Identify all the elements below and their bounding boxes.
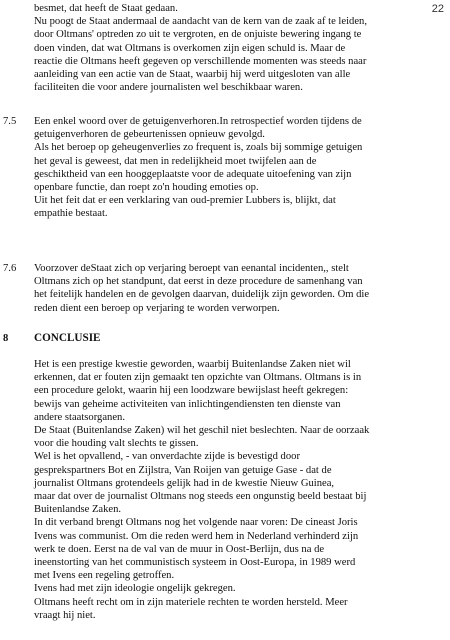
text-line: Nu poogt de Staat andermaal de aandacht van de kern van de zaak af te leiden, [34, 16, 367, 28]
text-line: Ivens had met zijn ideologie ongelijk gekregen. [34, 583, 236, 595]
section-number: 7.6 [3, 263, 17, 274]
text-line: reden dient een beroep op verjaring te worden verworpen. [34, 302, 280, 314]
text-line: journalist Oltmans grotendeels gelijk had in de kwestie Nieuw Guinea, [34, 477, 335, 489]
text-line: met Ivens een regeling getroffen. [34, 570, 175, 582]
text-line: vraagt hij niet. [34, 609, 96, 621]
text-line: aanleiding van een actie van de Staat, waarbij hij werd uitgesloten van alle [34, 69, 351, 81]
section-number: 7.5 [3, 116, 17, 127]
paragraph-body [34, 358, 446, 622]
text-line: openbare functie, dan roept zo'n houding emoties op. [34, 182, 259, 194]
text-line: Oltmans heeft recht om in zijn materiele rechten te worden hersteld. Meer [34, 596, 348, 608]
text-line: voor die houding valt slechts te gissen. [34, 438, 199, 450]
text-line: werk te doen. Eerst na de val van de muur in Oost-Berlijn, dus na de [34, 543, 325, 555]
text-line: Ivens was communist. Om die reden werd hem in Nederland verhinderd zijn [34, 530, 359, 542]
text-line: Het is een prestige kwestie geworden, waarbij Buitenlandse Zaken niet wil [34, 359, 351, 370]
text-line: Als het beroep op geheugenverlies zo frequent is, zoals bij sommige getuigen [34, 142, 363, 154]
text-line: reactie die Oltmans heeft gegeven op verschillende momenten was steeds naar [34, 55, 367, 67]
text-line: een procedure gelokt, waarin hij een loodzware bewijslast heeft gekregen: [34, 385, 349, 397]
text-line: geschiktheid van een hooggeplaatste voor de adequate uitoefening van zijn [34, 168, 352, 180]
paragraph-body [34, 115, 446, 221]
text-line: getuigenverhoren de gebeurtenissen opnieuw gevolgd. [34, 129, 265, 141]
text-line: het geval is geweest, dat men in redelijkheid moet twijfelen aan de [34, 155, 317, 167]
text-line: Buitenlandse Zaken. [34, 504, 122, 516]
text-line: besmet, dat heeft de Staat gedaan. [34, 3, 178, 14]
text-line: De Staat (Buitenlandse Zaken) wil het geschil niet beslechten. Naar de oorzaak [34, 425, 370, 437]
text-line: Uit het feit dat er een verklaring van oud-premier Lubbers is, blijkt, dat [34, 195, 336, 207]
text-line: Wel is het opvallend, - van onverdachte zijde is bevestigd door [34, 451, 300, 463]
text-line: andere staatsorganen. [34, 411, 125, 423]
text-line: Een enkel woord over de getuigenverhoren.In retrospectief worden tijdens de [34, 116, 362, 127]
text-line: In dit verband brengt Oltmans nog het volgende naar voren: De cineast Joris [34, 517, 358, 529]
text-line: doen vinden, dat wat Oltmans is overkomen zijn eigen schuld is. Maar de [34, 42, 346, 54]
text-line: empathie bestaat. [34, 208, 108, 220]
paragraph-body [34, 2, 446, 94]
text-line: maar dat over de journalist Oltmans nog steeds een ongunstig beeld bestaat bij [34, 491, 367, 503]
text-line: Voorzover deStaat zich op verjaring beroept van eenantal incidenten,, stelt [34, 263, 349, 274]
section-heading: CONCLUSIE [34, 332, 101, 344]
text-line: gesprekspartners Bot en Zijlstra, Van Roijen van getuige Gase - dat de [34, 464, 332, 476]
page-number: 22 [431, 3, 444, 15]
text-line: erkennen, dat er fouten zijn gemaakt ten opzichte van Oltmans. Oltmans is in [34, 372, 362, 384]
paragraph-body [34, 262, 446, 315]
text-line: door Oltmans' optreden zo uit te vergroten, en de onjuiste bewering ingang te [34, 29, 362, 41]
text-line: Oltmans zich op het standpunt, dat eerst in deze procedure de samenhang van [34, 276, 363, 288]
section-number: 8 [3, 333, 9, 344]
text-line: ineenstorting van het communistisch systeem in Oost-Europa, in 1989 werd [34, 557, 356, 569]
text-line: faciliteiten die voor andere journalisten wel beschikbaar waren. [34, 82, 303, 94]
text-line: het feitelijk handelen en de gevolgen daarvan, duidelijk zijn geworden. Om die [34, 289, 370, 301]
text-line: bewijs van geheime activiteiten van inlichtingendiensten ten dienste van [34, 398, 341, 410]
